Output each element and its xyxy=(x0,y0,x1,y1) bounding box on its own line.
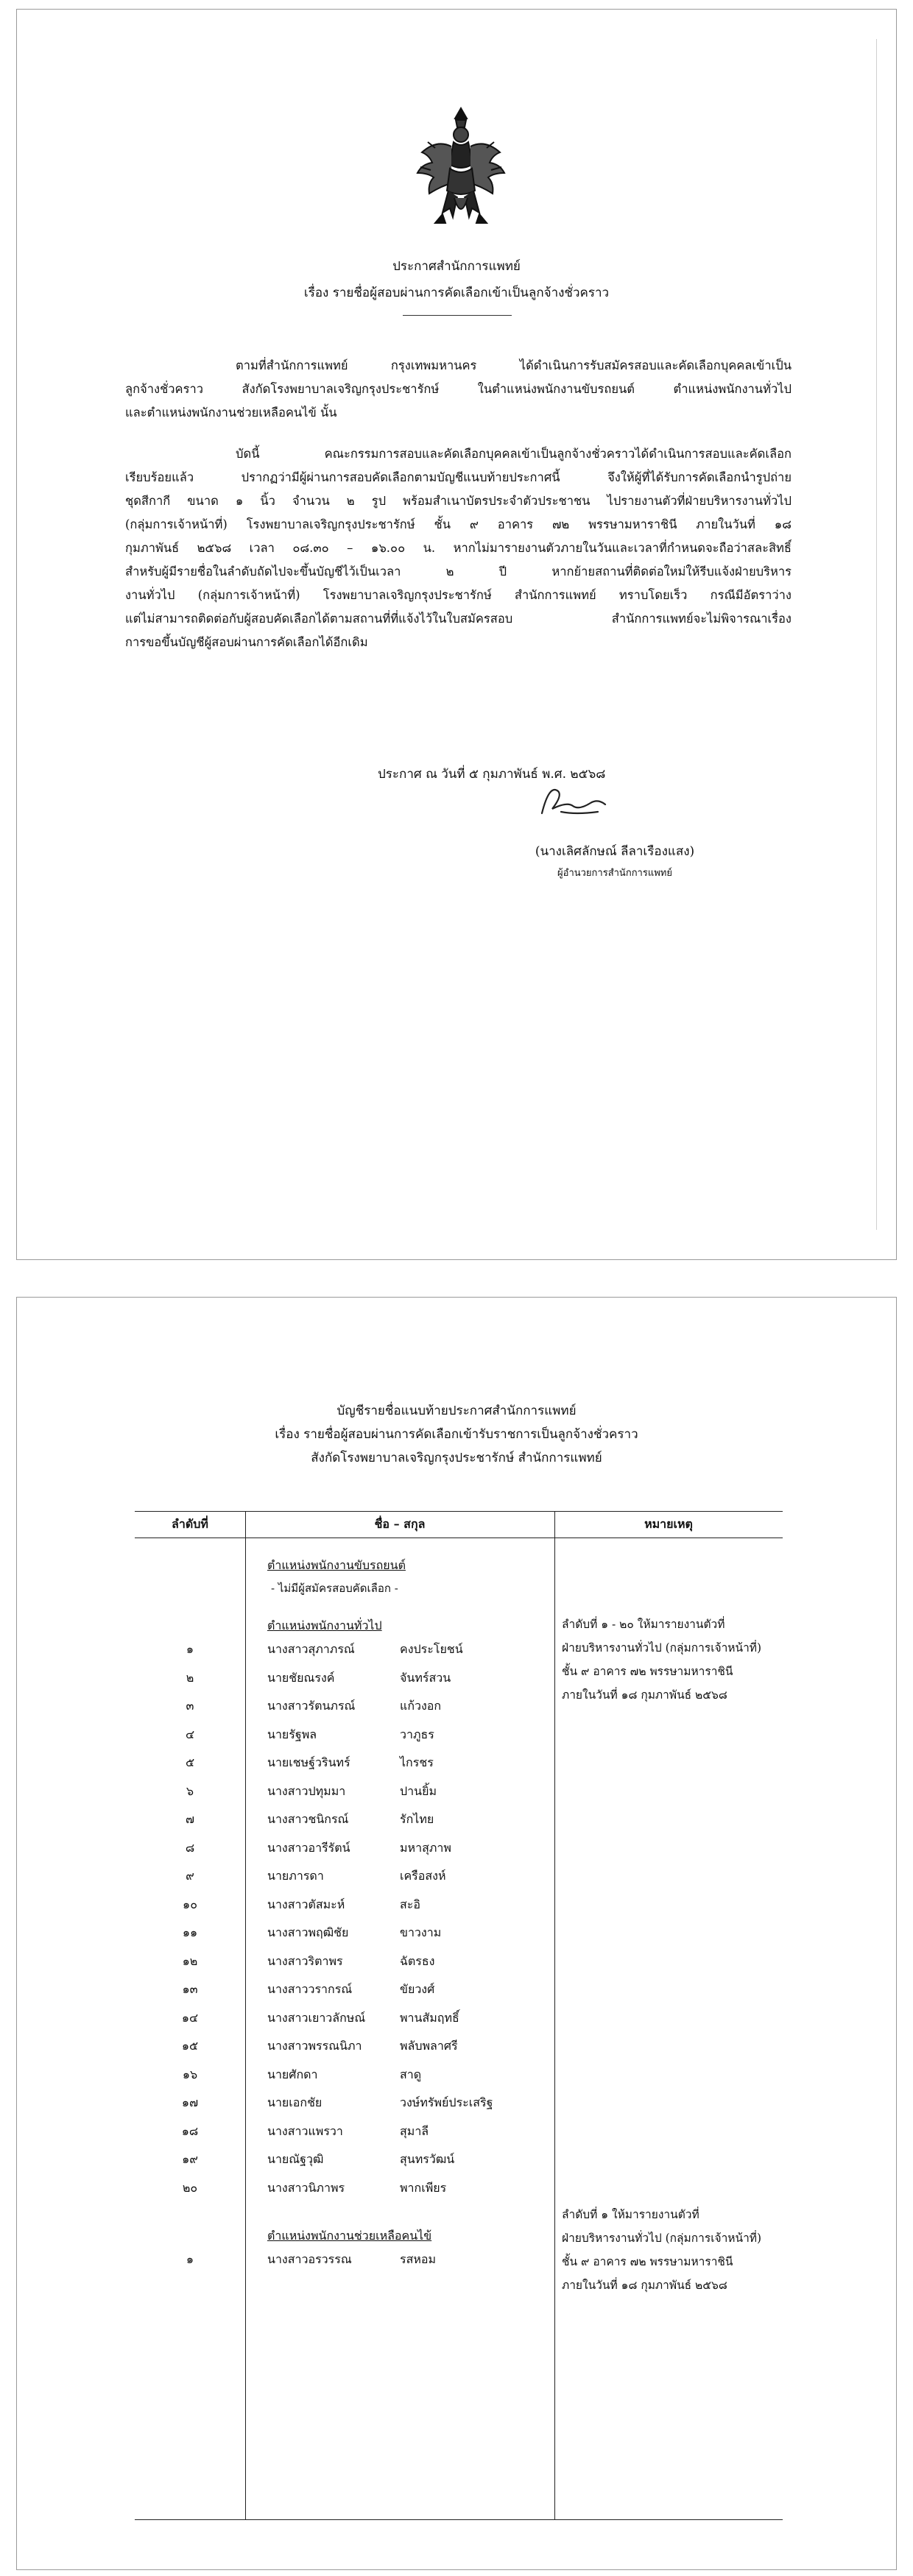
paragraph-line: ลูกจ้างชั่วคราว สังกัดโรงพยาบาลเจริญกรุงประชารักษ์ ในตำแหน่งพนักงานขับรถยนต์ ตำแหน่งพนักงานทั่วไป xyxy=(125,382,792,396)
attachment-subject: เรื่อง รายชื่อผู้สอบผ่านการคัดเลือกเข้ารับราชการเป็นลูกจ้างชั่วคราว xyxy=(275,1427,638,1442)
row-last-name: แก้วงอก xyxy=(400,1699,442,1713)
row-first-name: นายเอกชัย xyxy=(267,2095,322,2109)
paragraph-line: การขอขึ้นบัญชีผู้สอบผ่านการคัดเลือกได้อีกเดิม xyxy=(125,635,368,649)
table-row xyxy=(135,2003,783,2031)
row-first-name: นายเชษฐ์วรินทร์ xyxy=(267,1755,350,1769)
section-general: ตำแหน่งพนักงานทั่วไป xyxy=(267,1618,382,1632)
row-number: ๑๙ xyxy=(182,2152,198,2166)
announce-date: ประกาศ ณ วันที่ ๕ กุมภาพันธ์ พ.ศ. ๒๕๖๘ xyxy=(378,767,606,782)
row-number: ๗ xyxy=(185,1812,195,1826)
section-driver: ตำแหน่งพนักงานขับรถยนต์ xyxy=(267,1558,406,1572)
row-first-name: นางสาวแพรวา xyxy=(267,2123,343,2138)
row-last-name: สาดู xyxy=(400,2067,422,2081)
paragraph-line: (กลุ่มการเจ้าหน้าที่) โรงพยาบาลเจริญกรุงประชารักษ์ ชั้น ๙ อาคาร ๗๒ พรรษามหาราชินี ภายในวันที่ ๑๘ xyxy=(125,517,792,531)
announcement-heading: ประกาศสำนักการแพทย์ xyxy=(392,259,521,274)
row-first-name: นางสาวนิภาพร xyxy=(267,2180,345,2195)
paragraph-line: แต่ไม่สามารถติดต่อกับผู้สอบคัดเลือกได้ตามสถานที่ที่แจ้งไว้ในใบสมัครสอบ สำนักการแพทย์จะไม่พิจารณาเรื่อง xyxy=(125,612,792,626)
attachment-page xyxy=(16,1297,897,2570)
table-row xyxy=(135,2031,783,2059)
row-last-name: พานสัมฤทธิ์ xyxy=(400,2010,459,2025)
paragraph-line: เรียบร้อยแล้ว ปรากฏว่ามีผู้ผ่านการสอบคัดเลือกตามบัญชีแนบท้ายประกาศนี้ จึงให้ผู้ที่ได้รับการคัดเลือกนำรูปถ่าย xyxy=(125,470,792,484)
announcement-page xyxy=(16,9,897,1260)
row-last-name: พากเพียร xyxy=(400,2180,447,2195)
row-first-name: นางสาวอรวรรณ xyxy=(267,2252,352,2266)
remark-line: ลำดับที่ ๑ - ๒๐ ให้มารายงานตัวที่ xyxy=(562,1618,725,1631)
row-last-name: ไกรชร xyxy=(400,1755,434,1769)
garuda-emblem xyxy=(413,104,509,236)
paragraph-line: บัดนี้ คณะกรรมการสอบและคัดเลือกบุคคลเข้าเป็นลูกจ้างชั่วคราวได้ดำเนินการสอบและคัดเลือก xyxy=(236,447,792,461)
row-last-name: คงประโยชน์ xyxy=(400,1642,463,1656)
table-row xyxy=(135,2145,783,2173)
row-last-name: วงษ์ทรัพย์ประเสริฐ xyxy=(400,2095,493,2109)
row-first-name: นายณัฐวุฒิ xyxy=(267,2152,324,2166)
table-row xyxy=(135,2060,783,2088)
row-number: ๑ xyxy=(186,2252,194,2266)
signer-name: (นางเลิศลักษณ์ ลีลาเรืองแสง) xyxy=(535,844,695,859)
row-first-name: นางสาวรัตนภรณ์ xyxy=(267,1699,356,1713)
table-row xyxy=(135,1833,783,1861)
row-number: ๓ xyxy=(186,1699,194,1713)
table-row xyxy=(135,1635,783,1663)
row-number: ๑๑ xyxy=(182,1925,198,1939)
remark-assistant xyxy=(562,2203,779,2297)
table-row xyxy=(135,2088,783,2116)
row-first-name: นางสาวพรรณนิภา xyxy=(267,2039,362,2053)
row-first-name: นางสาวพฤฒิชัย xyxy=(267,1925,349,1939)
heading-underline xyxy=(403,315,512,316)
table-row xyxy=(135,1663,783,1691)
row-last-name: สะอิ xyxy=(400,1897,420,1911)
remark-line: ภายในวันที่ ๑๘ กุมภาพันธ์ ๒๕๖๘ xyxy=(562,2279,727,2292)
paragraph-line: ชุดสีกากี ขนาด ๑ นิ้ว จำนวน ๒ รูป พร้อมสำเนาบัตรประจำตัวประชาชน ไปรายงานตัวที่ฝ่ายบริหารงานทั่วไป xyxy=(125,494,792,508)
paragraph-intro xyxy=(125,354,792,425)
row-number: ๑๘ xyxy=(181,2123,199,2138)
table-row xyxy=(135,1918,783,1946)
row-first-name: นายชัยณรงค์ xyxy=(267,1670,335,1685)
table-bottom-rule xyxy=(135,2519,783,2520)
row-first-name: นางสาววรากรณ์ xyxy=(267,1982,353,1996)
row-first-name: นางสาวริตาพร xyxy=(267,1953,343,1968)
paragraph-line: กุมภาพันธ์ ๒๕๖๘ เวลา ๐๘.๓๐ – ๑๖.๐๐ น. หากไม่มารายงานตัวภายในวันและเวลาที่กำหนดจะถือว่าสละสิทธิ์ xyxy=(125,541,792,555)
table-row xyxy=(135,1691,783,1719)
row-first-name: นางสาวตัสมะห์ xyxy=(267,1897,345,1911)
table-row xyxy=(135,1805,783,1833)
row-number: ๔ xyxy=(185,1727,195,1741)
row-first-name: นายรัฐพล xyxy=(267,1727,317,1741)
remark-line: ภายในวันที่ ๑๘ กุมภาพันธ์ ๒๕๖๘ xyxy=(562,1688,727,1702)
row-last-name: วาภูธร xyxy=(400,1727,434,1741)
row-last-name: ฉัตรธง xyxy=(400,1953,435,1968)
attachment-title: บัญชีรายชื่อแนบท้ายประกาศสำนักการแพทย์ xyxy=(336,1404,577,1418)
page-edge-line xyxy=(876,39,877,1230)
paragraph-body xyxy=(125,442,792,654)
paragraph-line: ตามที่สำนักการแพทย์ กรุงเทพมหานคร ได้ดำเนินการรับสมัครสอบและคัดเลือกบุคคลเข้าเป็น xyxy=(236,358,792,372)
row-first-name: นางสาวสุภาภรณ์ xyxy=(267,1642,355,1656)
table-row xyxy=(135,1975,783,2003)
handwritten-signature xyxy=(529,775,617,827)
row-number: ๘ xyxy=(185,1840,195,1855)
row-number: ๖ xyxy=(186,1783,194,1798)
section-driver-note: - ไม่มีผู้สมัครสอบคัดเลือก - xyxy=(271,1582,398,1595)
table-row xyxy=(135,1777,783,1805)
remark-line: ชั้น ๙ อาคาร ๗๒ พรรษามหาราชินี xyxy=(562,1665,733,1678)
row-last-name: สุนทรวัฒน์ xyxy=(400,2152,455,2166)
table-row xyxy=(135,1890,783,1918)
row-first-name: นางสาวอารีรัตน์ xyxy=(267,1840,350,1855)
paragraph-line: สำหรับผู้มีรายชื่อในลำดับถัดไปจะขึ้นบัญชีไว้เป็นเวลา ๒ ปี หากย้ายสถานที่ติดต่อใหม่ให้รีบแจ้งฝ่ายบริหาร xyxy=(125,565,792,578)
row-first-name: นายศักดา xyxy=(267,2067,318,2081)
row-number: ๕ xyxy=(185,1755,195,1769)
table-top-rule xyxy=(135,1511,783,1512)
row-number: ๑๕ xyxy=(181,2039,199,2053)
paragraph-line: และตำแหน่งพนักงานช่วยเหลือคนไข้ นั้น xyxy=(125,406,337,420)
row-last-name: เครือสงห์ xyxy=(400,1869,446,1883)
remark-line: ฝ่ายบริหารงานทั่วไป (กลุ่มการเจ้าหน้าที่) xyxy=(562,2232,762,2245)
row-number: ๑๓ xyxy=(182,1982,198,1996)
attachment-affiliation: สังกัดโรงพยาบาลเจริญกรุงประชารักษ์ สำนักการแพทย์ xyxy=(311,1451,602,1465)
table-row xyxy=(135,1861,783,1889)
section-assistant: ตำแหน่งพนักงานช่วยเหลือคนไข้ xyxy=(267,2229,432,2243)
row-first-name: นางสาวเยาวลักษณ์ xyxy=(267,2010,366,2025)
row-last-name: ปานยิ้ม xyxy=(400,1783,437,1798)
paragraph-line: งานทั่วไป (กลุ่มการเจ้าหน้าที่) โรงพยาบาลเจริญกรุงประชารักษ์ สำนักการแพทย์ ทราบโดยเร็ว กรณีมีอัตราว่าง xyxy=(125,588,792,602)
row-last-name: ขัยวงศ์ xyxy=(400,1982,435,1996)
row-number: ๒ xyxy=(186,1670,194,1685)
row-number: ๙ xyxy=(186,1869,194,1883)
remark-line: ชั้น ๙ อาคาร ๗๒ พรรษามหาราชินี xyxy=(562,2255,733,2268)
row-last-name: รสหอม xyxy=(400,2252,437,2266)
header-name: ชื่อ – สกุล xyxy=(374,1517,426,1531)
row-last-name: จันทร์สวน xyxy=(400,1670,451,1685)
announcement-subject: เรื่อง รายชื่อผู้สอบผ่านการคัดเลือกเข้าเป็นลูกจ้างชั่วคราว xyxy=(303,286,610,300)
row-number: ๑๒ xyxy=(182,1953,198,1968)
row-last-name: มหาสุภาพ xyxy=(400,1840,451,1855)
remark-line: ฝ่ายบริหารงานทั่วไป (กลุ่มการเจ้าหน้าที่) xyxy=(562,1641,762,1655)
row-first-name: นางสาวชนิกรณ์ xyxy=(267,1812,349,1826)
header-number: ลำดับที่ xyxy=(172,1517,208,1531)
row-last-name: พลับพลาศรี xyxy=(400,2039,458,2053)
row-last-name: สุมาลี xyxy=(400,2123,429,2138)
table-row xyxy=(135,1748,783,1776)
row-last-name: ขาวงาม xyxy=(400,1925,442,1939)
row-last-name: รักไทย xyxy=(400,1812,434,1826)
row-number: ๑๖ xyxy=(182,2067,198,2081)
row-number: ๑๐ xyxy=(183,1897,197,1911)
signer-title: ผู้อำนวยการสำนักการแพทย์ xyxy=(557,868,672,879)
row-first-name: นายภารดา xyxy=(267,1869,324,1883)
table-row xyxy=(135,1720,783,1748)
row-number: ๑๔ xyxy=(181,2010,199,2025)
row-first-name: นางสาวปทุมมา xyxy=(267,1783,346,1798)
remark-line: ลำดับที่ ๑ ให้มารายงานตัวที่ xyxy=(562,2208,699,2221)
table-row xyxy=(135,1947,783,1975)
table-row xyxy=(135,2173,783,2201)
row-number: ๑ xyxy=(186,1642,194,1656)
table-row xyxy=(135,2117,783,2145)
row-number: ๑๗ xyxy=(181,2095,199,2109)
row-number: ๒๐ xyxy=(182,2180,198,2195)
header-remark: หมายเหตุ xyxy=(644,1517,693,1531)
